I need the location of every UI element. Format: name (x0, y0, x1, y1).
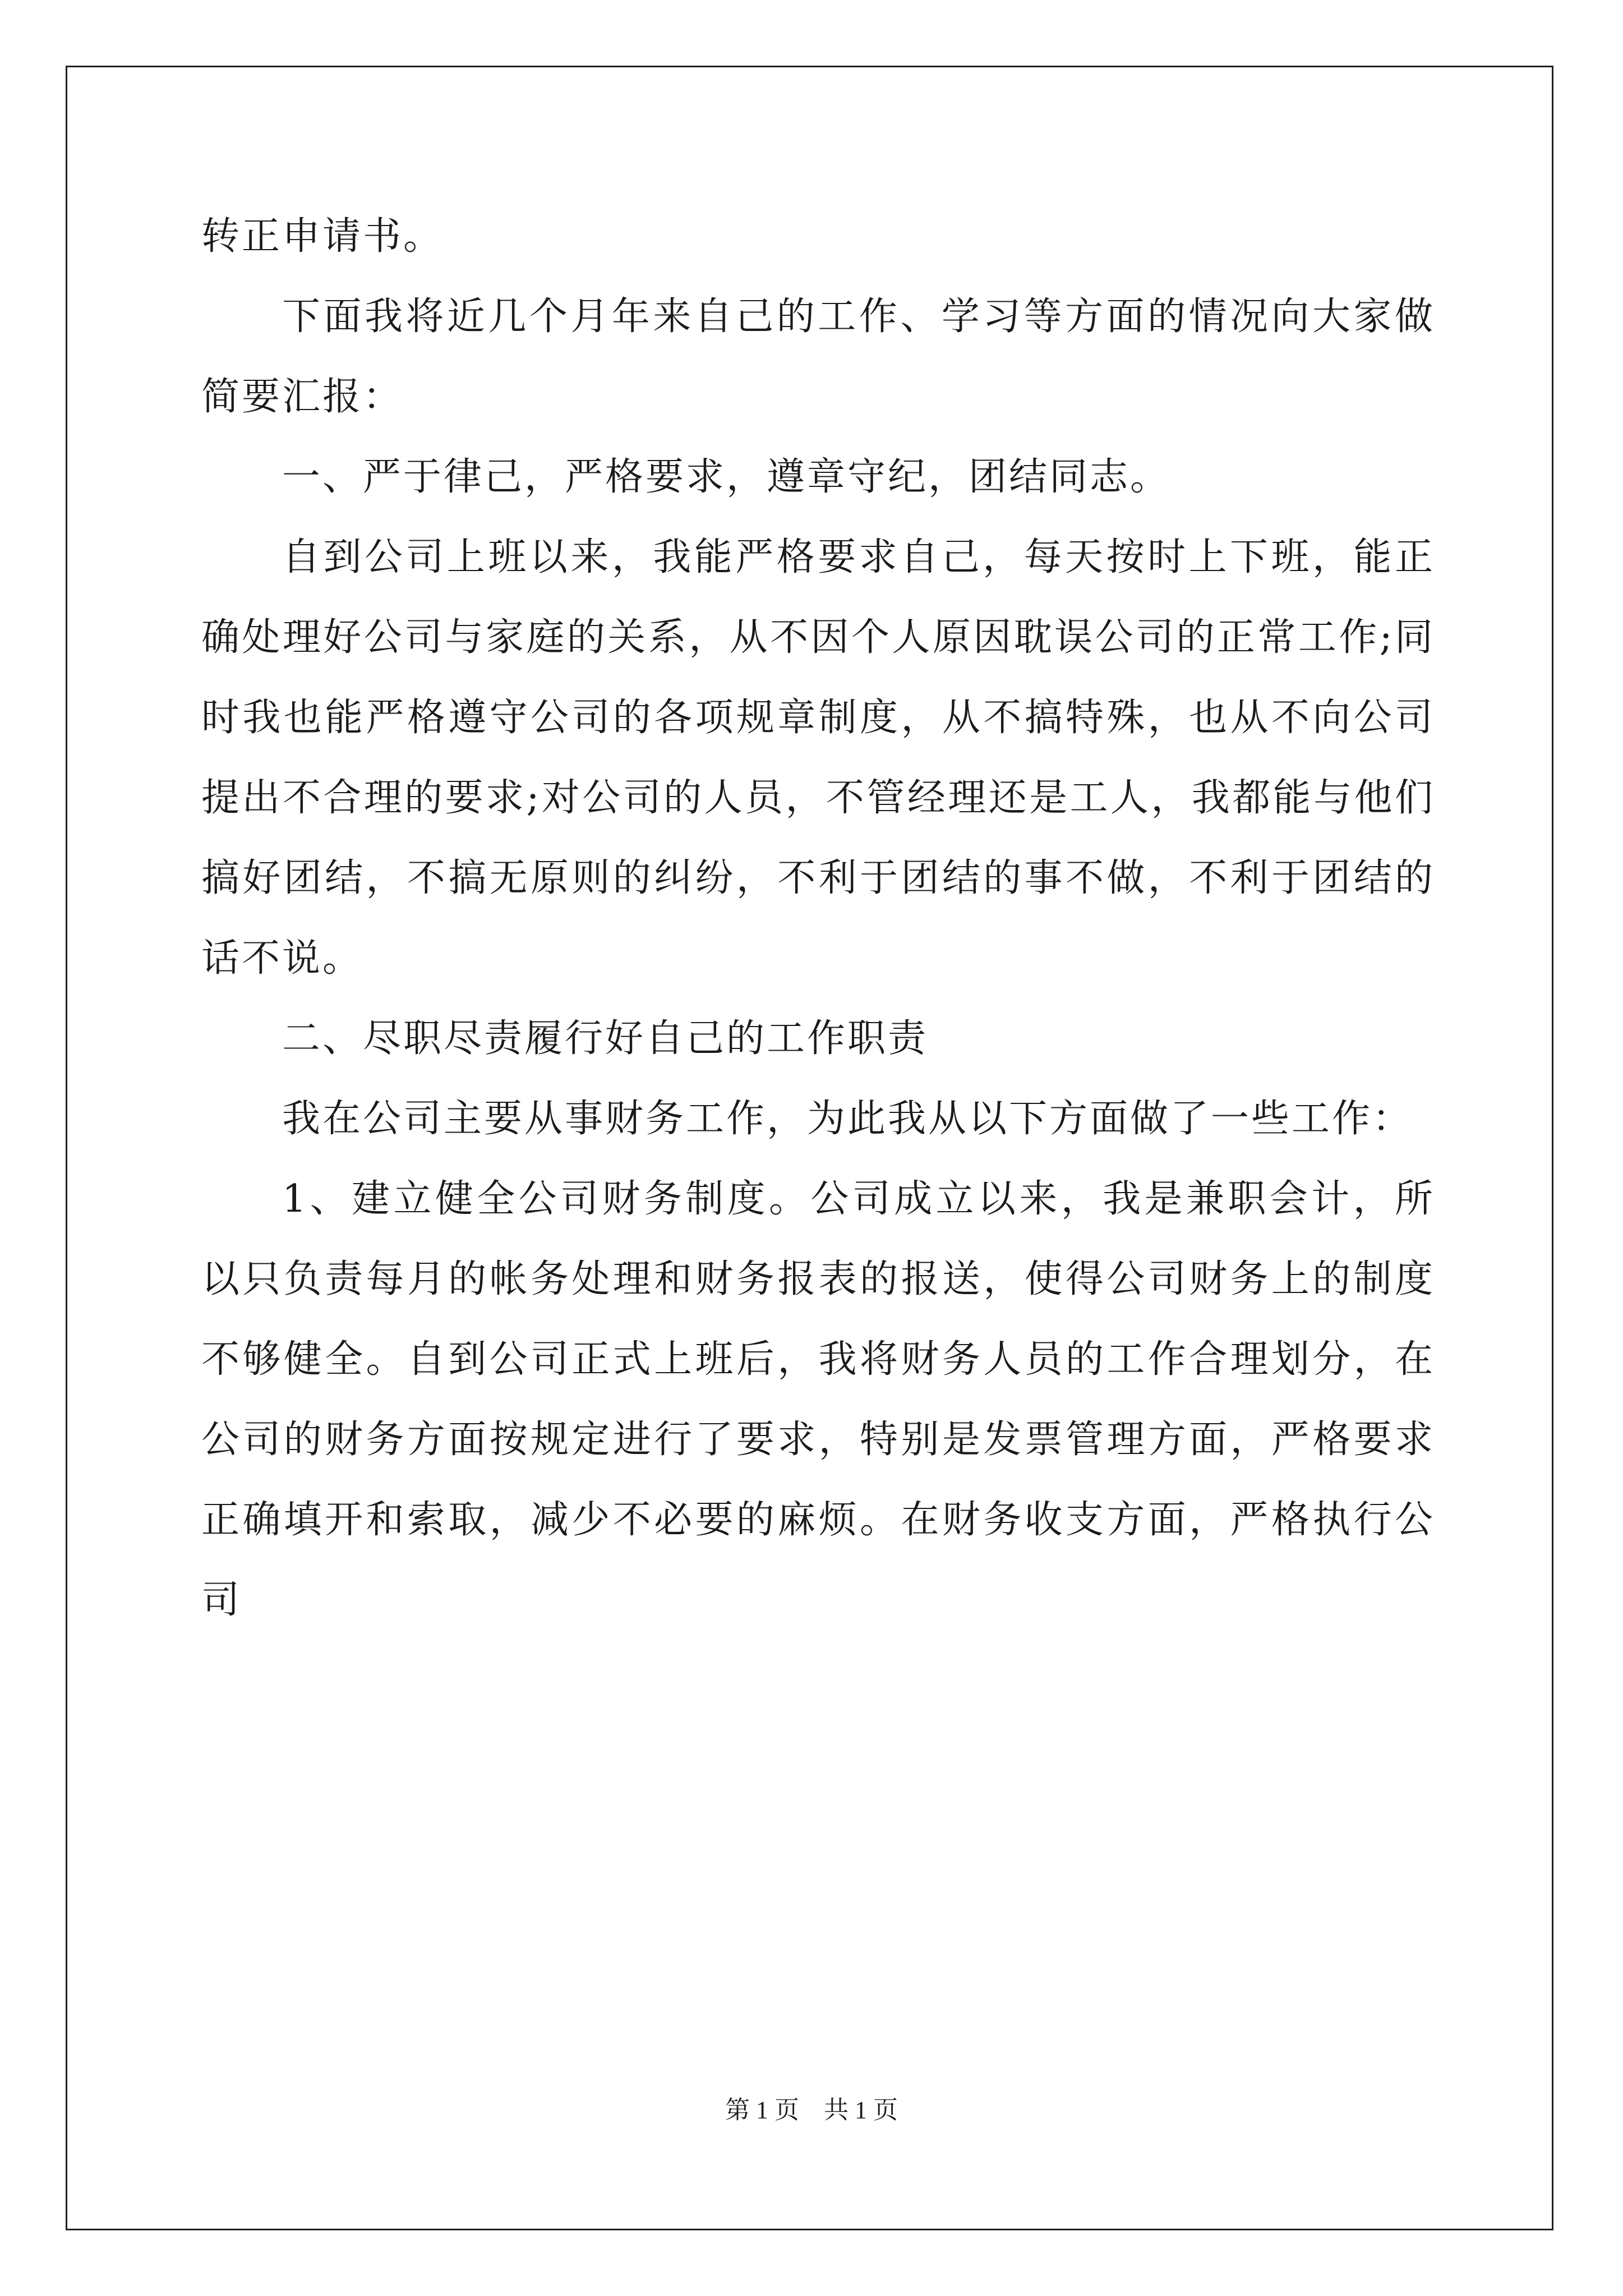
document-body (201, 196, 1435, 1640)
section-heading-2: 二、尽职尽责履行好自己的工作职责 (282, 1016, 929, 1061)
page-number-footer: 第 1 页 共 1 页 (725, 2096, 898, 2124)
paragraph-intro: 下面我将近几个月年来自己的工作、学习等方面的情况向大家做简要汇报： (201, 295, 1435, 419)
paragraph-title-line: 转正申请书。 (201, 214, 444, 259)
paragraph-finance-work: 我在公司主要从事财务工作，为此我从以下方面做了一些工作： (282, 1097, 1413, 1141)
paragraph-item-1: 1、建立健全公司财务制度。公司成立以来，我是兼职会计，所以只负责每月的帐务处理和财务报表的报送，使得公司财务上的制度不够健全。自到公司正式上班后，我将财务人员的工作合理划分，在公司的财务方面按规定进行了要求，特别是发票管理方面，严格要求正确填开和索取，减少不必要的麻烦。在财务收支方面，严格执行公司 (201, 1177, 1435, 1622)
section-heading-1: 一、严于律己，严格要求，遵章守纪，团结同志。 (282, 455, 1171, 499)
paragraph-discipline: 自到公司上班以来，我能严格要求自己，每天按时上下班，能正确处理好公司与家庭的关系，从不因个人原因耽误公司的正常工作;同时我也能严格遵守公司的各项规章制度，从不搞特殊，也从不向公司提出不合理的要求;对公司的人员，不管经理还是工人，我都能与他们搞好团结，不搞无原则的纠纷，不利于团结的事不做，不利于团结的话不说。 (201, 535, 1435, 981)
